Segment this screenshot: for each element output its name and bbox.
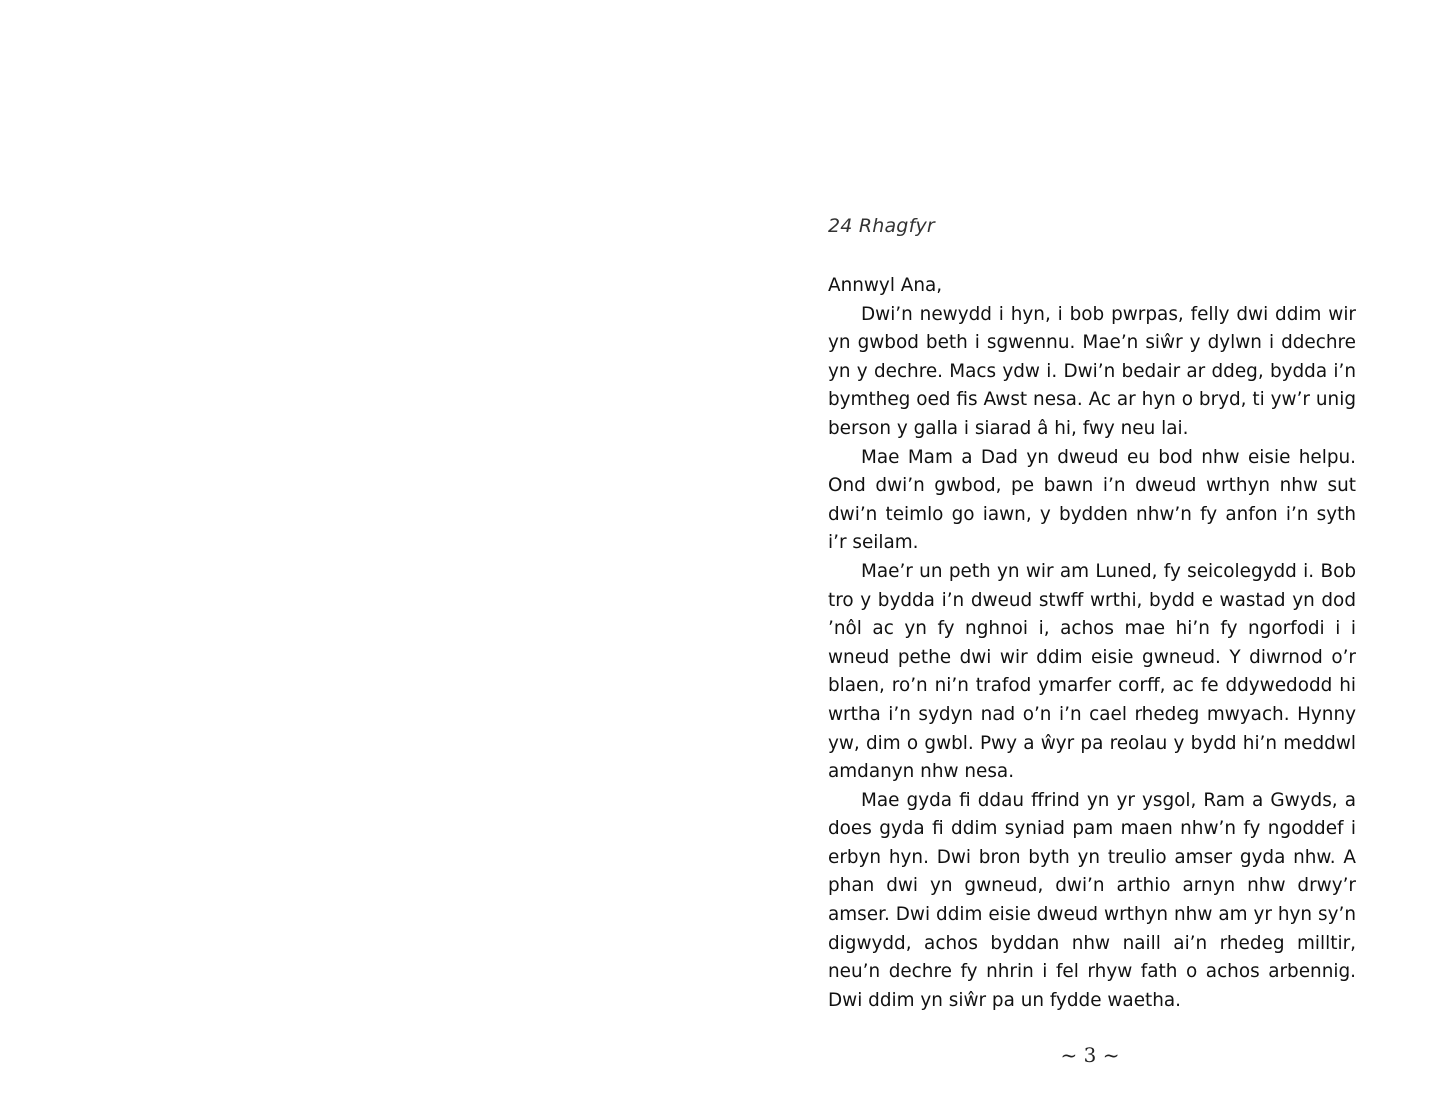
letter-paragraph: Dwi’n newydd i hyn, i bob pwrpas, felly dwi ddim wir yn gwbod beth i sgwennu. Mae’n siŵr y dylwn i ddechre yn y dechre. Macs ydw i. Dwi’n bedair ar ddeg, bydda i’n bymtheg oed fis Awst nesa. Ac ar hyn o bryd, ti yw’r unig berson y galla i siarad â hi, fwy neu lai. [828, 303, 1356, 439]
letter-date: 24 Rhagfyr [828, 215, 935, 237]
page-number: ~ 3 ~ [1060, 1043, 1120, 1067]
letter-salutation: Annwyl Ana, [828, 275, 943, 296]
letter-paragraph: Mae’r un peth yn wir am Luned, fy seicolegydd i. Bob tro y bydda i’n dweud stwff wrthi, bydd e wastad yn dod ’nôl ac yn fy nghnoi i, achos mae hi’n fy ngorfodi i i wneud pethe dwi wir ddim eisie gwneud. Y diwrnod o’r blaen, ro’n ni’n trafod ymarfer corff, ac fe ddywedodd hi wrtha i’n sydyn nad o’n i’n cael rhedeg mwyach. Hynny yw, dim o gwbl. Pwy a ŵyr pa reolau y bydd hi’n meddwl amdanyn nhw nesa. [828, 560, 1356, 783]
letter-body [828, 272, 1356, 1015]
letter-paragraph: Mae gyda fi ddau ffrind yn yr ysgol, Ram a Gwyds, a does gyda fi ddim syniad pam maen nhw’n fy ngoddef i erbyn hyn. Dwi bron byth yn treulio amser gyda nhw. A phan dwi yn gwneud, dwi’n arthio arnyn nhw drwy’r amser. Dwi ddim eisie dweud wrthyn nhw am yr hyn sy’n digwydd, achos byddan nhw naill ai’n rhedeg milltir, neu’n dechre fy nhrin i fel rhyw fath o achos arbennig. Dwi ddim yn siŵr pa un fydde waetha. [828, 789, 1356, 1011]
left-page-blank [0, 0, 722, 1109]
letter-paragraph: Mae Mam a Dad yn dweud eu bod nhw eisie helpu. Ond dwi’n gwbod, pe bawn i’n dweud wrthyn nhw sut dwi’n teimlo go iawn, y bydden nhw’n fy anfon i’n syth i’r seilam. [828, 446, 1356, 554]
right-page [722, 0, 1445, 1109]
